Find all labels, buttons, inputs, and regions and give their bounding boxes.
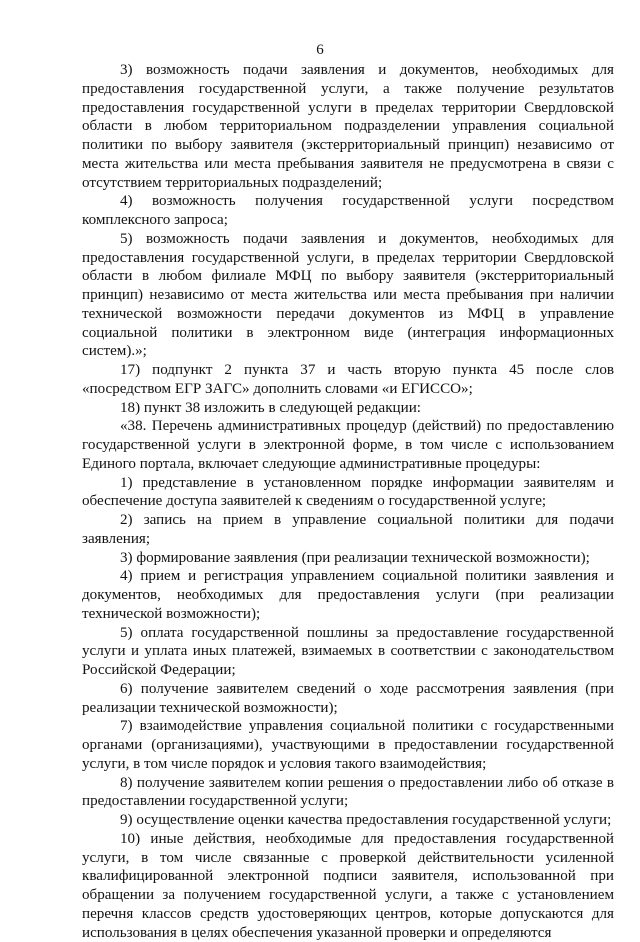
- procedure-item-10: 10) иные действия, необходимые для предоставления государственной услуги, в том числе связанные с проверкой действительности усиленной квалифицированной электронной подписи заявителя, использованной при обращении за получением государственной услуги, а также с установлением перечня классов средств удостоверяющих центров, которые допускаются для использования в целях обеспечения указанной проверки и определяются: [82, 830, 614, 941]
- paragraph-amendment-17: 17) подпункт 2 пункта 37 и часть вторую пункта 45 после слов «посредством ЕГР ЗАГС» дополнить словами «и ЕГИССО»;: [82, 362, 614, 397]
- procedure-item-7: 7) взаимодействие управления социальной политики с государственными органами (организациями), участвующими в предоставлении государственной услуги, в том числе порядок и условия такого взаимодействия;: [82, 718, 614, 772]
- paragraph-item-5: 5) возможность подачи заявления и документов, необходимых для предоставления государственной услуги, в пределах территории Свердловской области в любом филиале МФЦ по выбору заявителя (экстерриториальный принцип) независимо от места жительства или места пребывания при наличии технической возможности передачи документов из МФЦ в управление социальной политики в электронном виде (интеграция информационных систем).»;: [82, 230, 614, 360]
- procedure-item-2: 2) запись на прием в управление социальной политики для подачи заявления;: [82, 512, 614, 547]
- paragraph-clause-38: «38. Перечень административных процедур (действий) по предоставлению государственной услуги в электронной форме, в том числе с использованием Единого портала, включает следующие административные процедуры:: [82, 418, 614, 472]
- procedure-item-6: 6) получение заявителем сведений о ходе рассмотрения заявления (при реализации технической возможности);: [82, 680, 614, 716]
- page-number: 6: [316, 42, 324, 58]
- paragraph-amendment-18: 18) пункт 38 изложить в следующей редакции:: [120, 399, 421, 416]
- paragraph-item-4: 4) возможность получения государственной услуги посредством комплексного запроса;: [82, 193, 614, 228]
- procedure-item-1: 1) представление в установленном порядке информации заявителям и обеспечение доступа заявителей к сведениям о государственной услуге;: [82, 474, 614, 510]
- procedure-item-9: 9) осуществление оценки качества предоставления государственной услуги;: [120, 812, 612, 828]
- procedure-item-8: 8) получение заявителем копии решения о предоставлении либо об отказе в предоставлении государственной услуги;: [82, 774, 614, 810]
- procedure-item-4: 4) прием и регистрация управлением социальной политики заявления и документов, необходимых для предоставления услуги (при реализации технической возможности);: [82, 568, 614, 622]
- document-body: [82, 61, 614, 942]
- procedure-item-5: 5) оплата государственной пошлины за предоставление государственной услуги и уплата иных платежей, взимаемых в соответствии с законодательством Российской Федерации;: [82, 624, 614, 678]
- paragraph-item-3: 3) возможность подачи заявления и документов, необходимых для предоставления государственной услуги, а также получение результатов предоставления государственной услуги в пределах территории Свердловской области в любом территориальном подразделении управления социальной политики по выбору заявителя (экстерриториальный принцип) независимо от места жительства или места пребывания заявителя не предусмотрена в связи с отсутствием территориальных подразделений;: [82, 62, 614, 191]
- procedure-item-3: 3) формирование заявления (при реализации технической возможности);: [120, 549, 590, 566]
